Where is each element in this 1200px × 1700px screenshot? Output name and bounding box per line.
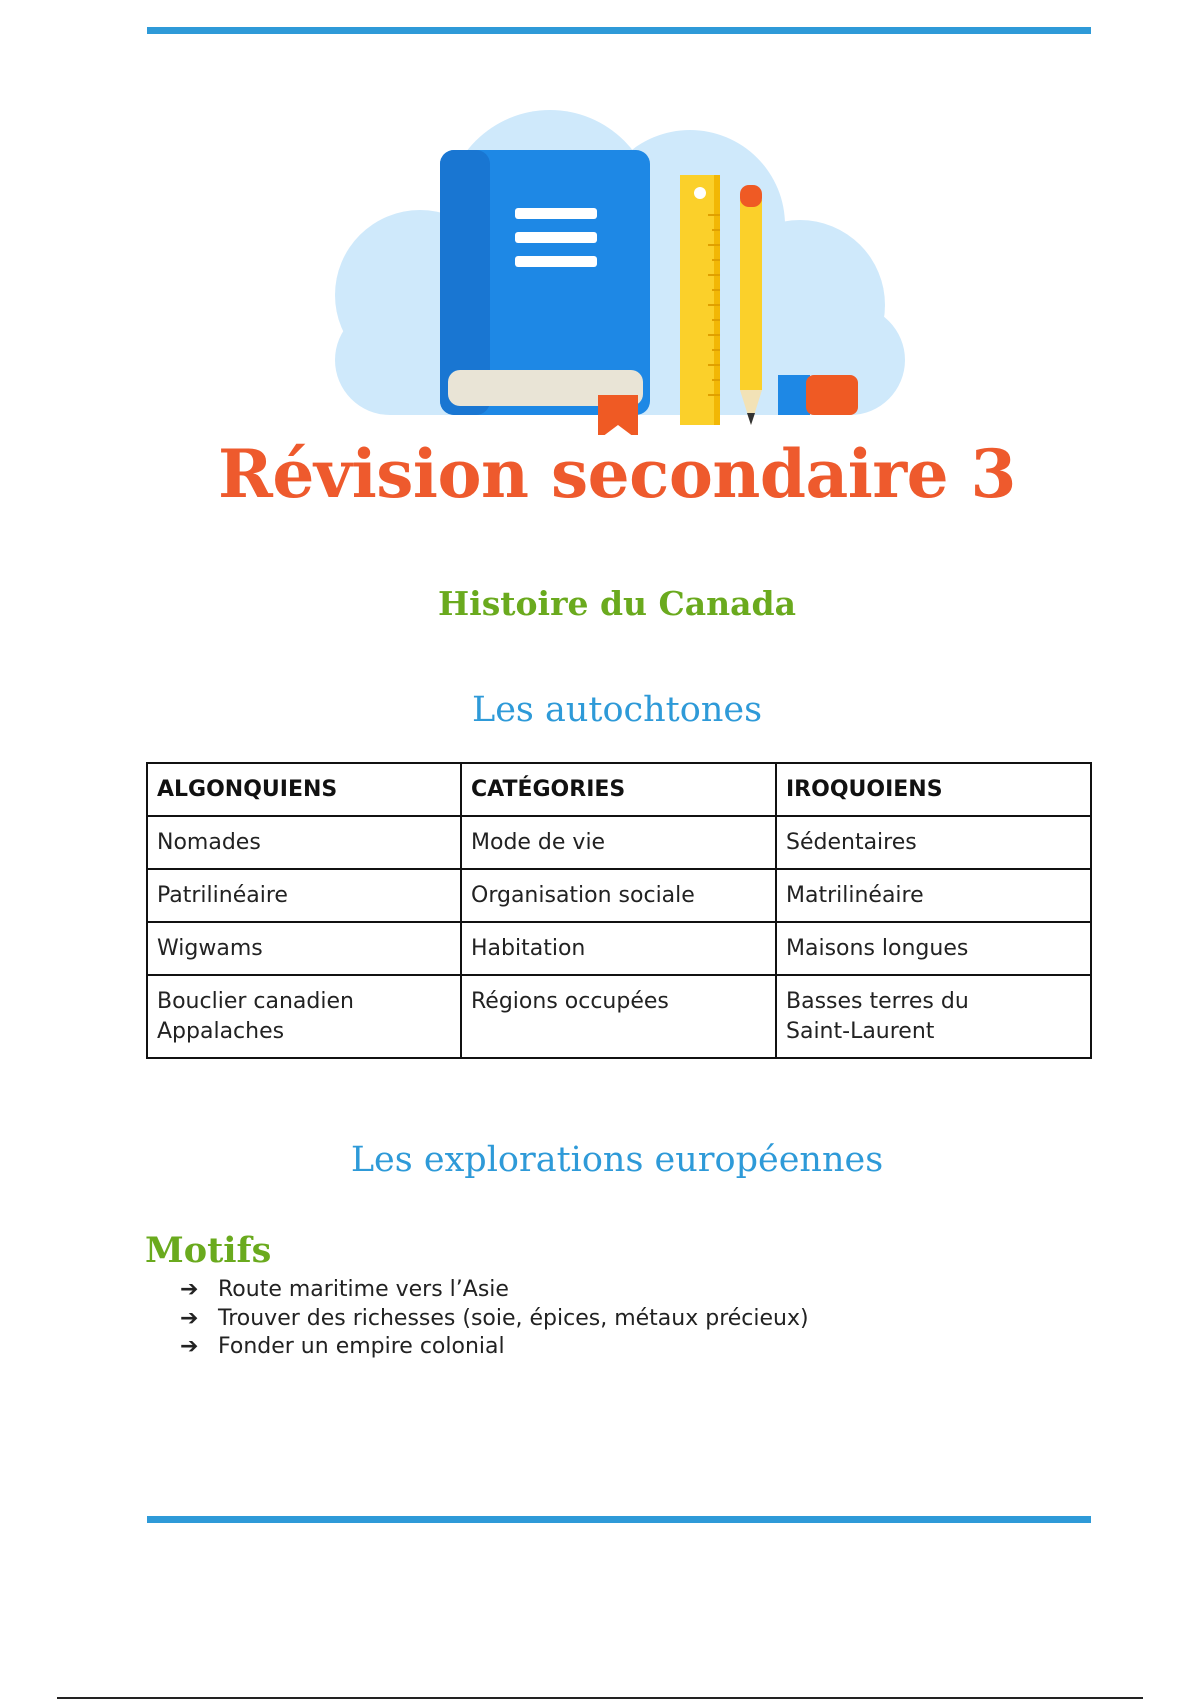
motifs-list xyxy=(180,1276,809,1362)
ruler-icon xyxy=(680,175,720,425)
page-subtitle: Histoire du Canada xyxy=(438,584,796,623)
right-arrow-icon: ➔ xyxy=(180,1305,199,1331)
bookmark-icon xyxy=(598,395,638,435)
table-cell: Organisation sociale xyxy=(461,869,776,922)
comparison-table xyxy=(146,762,1092,1059)
table-header-cell: ALGONQUIENS xyxy=(147,763,461,816)
list-item-text: Fonder un empire colonial xyxy=(218,1334,505,1359)
list-item-text: Route maritime vers l’Asie xyxy=(218,1277,509,1302)
page-edge-line xyxy=(57,1697,1143,1699)
book-icon xyxy=(440,150,650,435)
table-cell: Nomades xyxy=(147,816,461,869)
list-item-text: Trouver des richesses (soie, épices, métaux précieux) xyxy=(218,1305,809,1331)
table-cell: Wigwams xyxy=(147,922,461,975)
table-row xyxy=(147,922,1091,975)
table-row xyxy=(147,816,1091,869)
table-header-row xyxy=(147,763,1091,816)
study-supplies-illustration xyxy=(330,105,910,435)
table-row xyxy=(147,975,1091,1058)
section-heading-autochtones: Les autochtones xyxy=(471,690,763,730)
list-item xyxy=(180,1276,809,1305)
pencil-icon xyxy=(740,185,762,425)
table-cell: Habitation xyxy=(461,922,776,975)
list-item xyxy=(180,1333,809,1362)
top-divider xyxy=(147,27,1091,34)
section-heading-explorations: Les explorations européennes xyxy=(350,1140,884,1180)
bottom-divider xyxy=(147,1516,1091,1523)
list-item xyxy=(180,1305,809,1334)
table-header-cell: CATÉGORIES xyxy=(461,763,776,816)
table-cell: Basses terres du Saint-Laurent xyxy=(776,975,1091,1058)
table-row xyxy=(147,869,1091,922)
table-cell: Patrilinéaire xyxy=(147,869,461,922)
table-cell: Maisons longues xyxy=(776,922,1091,975)
table-cell: Régions occupées xyxy=(461,975,776,1058)
table-cell: Matrilinéaire xyxy=(776,869,1091,922)
right-arrow-icon: ➔ xyxy=(180,1277,199,1302)
table-cell: Mode de vie xyxy=(461,816,776,869)
page-title: Révision secondaire 3 xyxy=(218,435,1016,513)
table-header-cell: IROQUOIENS xyxy=(776,763,1091,816)
eraser-icon xyxy=(778,375,858,415)
table-cell: Bouclier canadien Appalaches xyxy=(147,975,461,1058)
table-cell: Sédentaires xyxy=(776,816,1091,869)
motifs-heading: Motifs xyxy=(145,1230,272,1271)
right-arrow-icon: ➔ xyxy=(180,1334,199,1359)
